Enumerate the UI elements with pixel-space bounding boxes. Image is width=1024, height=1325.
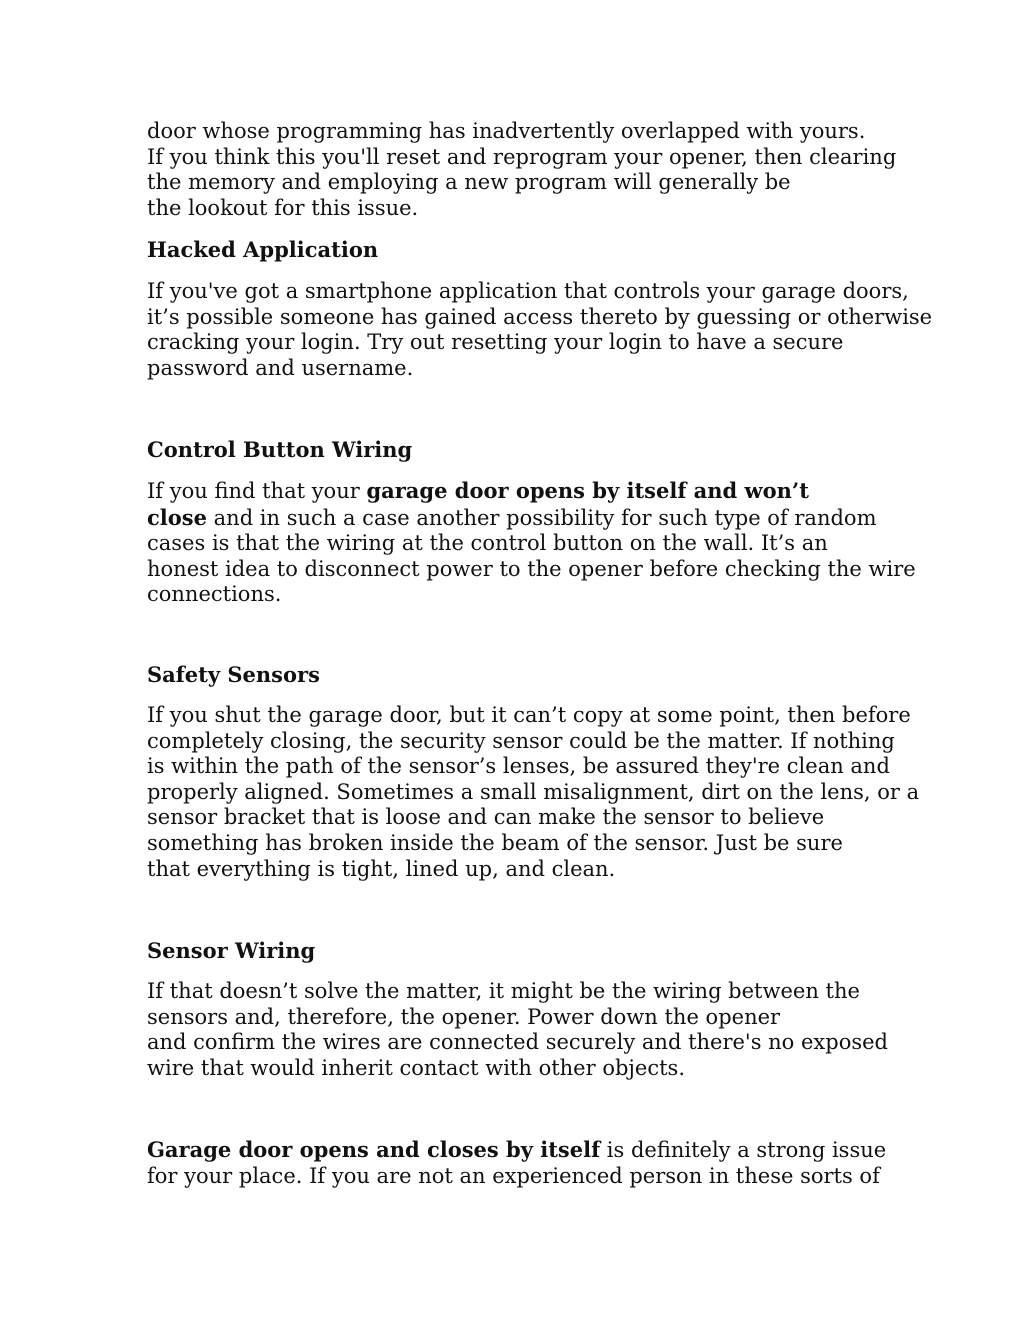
text-line: password and username. [147,355,414,380]
text-line: If you've got a smartphone application that controls your garage doors, [147,279,909,303]
text-line: is within the path of the sensor’s lenses, be assured they're clean and [147,754,890,779]
closing-paragraph [147,1137,887,1189]
text-line [147,505,887,532]
text-line: connections. [147,582,282,607]
heading-sensor-wiring: Sensor Wiring [147,938,316,963]
text-line: properly aligned. Sometimes a small misalignment, dirt on the lens, or a [147,779,920,804]
text-line: the memory and employing a new program will generally be [147,170,791,195]
bold-phrase: Garage door opens and closes by itself [147,1137,601,1162]
text-run: is definitely a strong issue [600,1138,887,1162]
text-line: for your place. If you are not an experienced person in these sorts of [147,1163,880,1188]
text-line: completely closing, the security sensor could be the matter. If nothing [147,728,895,753]
text-line: honest idea to disconnect power to the opener before checking the wire [147,556,916,581]
text-line: the lookout for this issue. [147,195,419,220]
text-line: cracking your login. Try out resetting your login to have a secure [147,330,844,355]
text-line: cases is that the wiring at the control button on the wall. It’s an [147,531,828,556]
text-line [147,1137,887,1164]
text-line: If you think this you'll reset and reprogram your opener, then clearing [147,144,897,169]
bold-phrase: garage door opens by itself and won’t [366,478,809,503]
text-run: and in such a case another possibility for such type of random [206,505,877,530]
text-line: and confirm the wires are connected securely and there's no exposed [147,1030,888,1055]
text-line: wire that would inherit contact with other objects. [147,1055,685,1080]
text-line: door whose programming has inadvertently overlapped with yours. [147,119,866,143]
intro-paragraph [147,119,897,221]
heading-safety-sensors: Safety Sensors [147,662,320,687]
heading-control-button-wiring: Control Button Wiring [147,437,413,462]
text-line: If you shut the garage door, but it can’t copy at some point, then before [147,703,911,727]
sensor-wiring-paragraph [147,979,887,1081]
bold-phrase: close [147,504,207,530]
text-line: that everything is tight, lined up, and clean. [147,856,616,881]
control-paragraph [147,478,916,608]
heading-hacked-application: Hacked Application [147,237,379,262]
text-line: sensor bracket that is loose and can make the sensor to believe [147,805,825,830]
text-line: something has broken inside the beam of the sensor. Just be sure [147,830,843,855]
text-run: If you find that your [147,479,367,503]
hacked-paragraph [147,279,933,381]
text-line: If that doesn’t solve the matter, it might be the wiring between the [147,979,860,1003]
safety-paragraph [147,703,920,882]
text-line: sensors and, therefore, the opener. Power down the opener [147,1004,781,1029]
text-line: it’s possible someone has gained access thereto by guessing or otherwise [147,304,933,329]
text-line [147,478,887,505]
